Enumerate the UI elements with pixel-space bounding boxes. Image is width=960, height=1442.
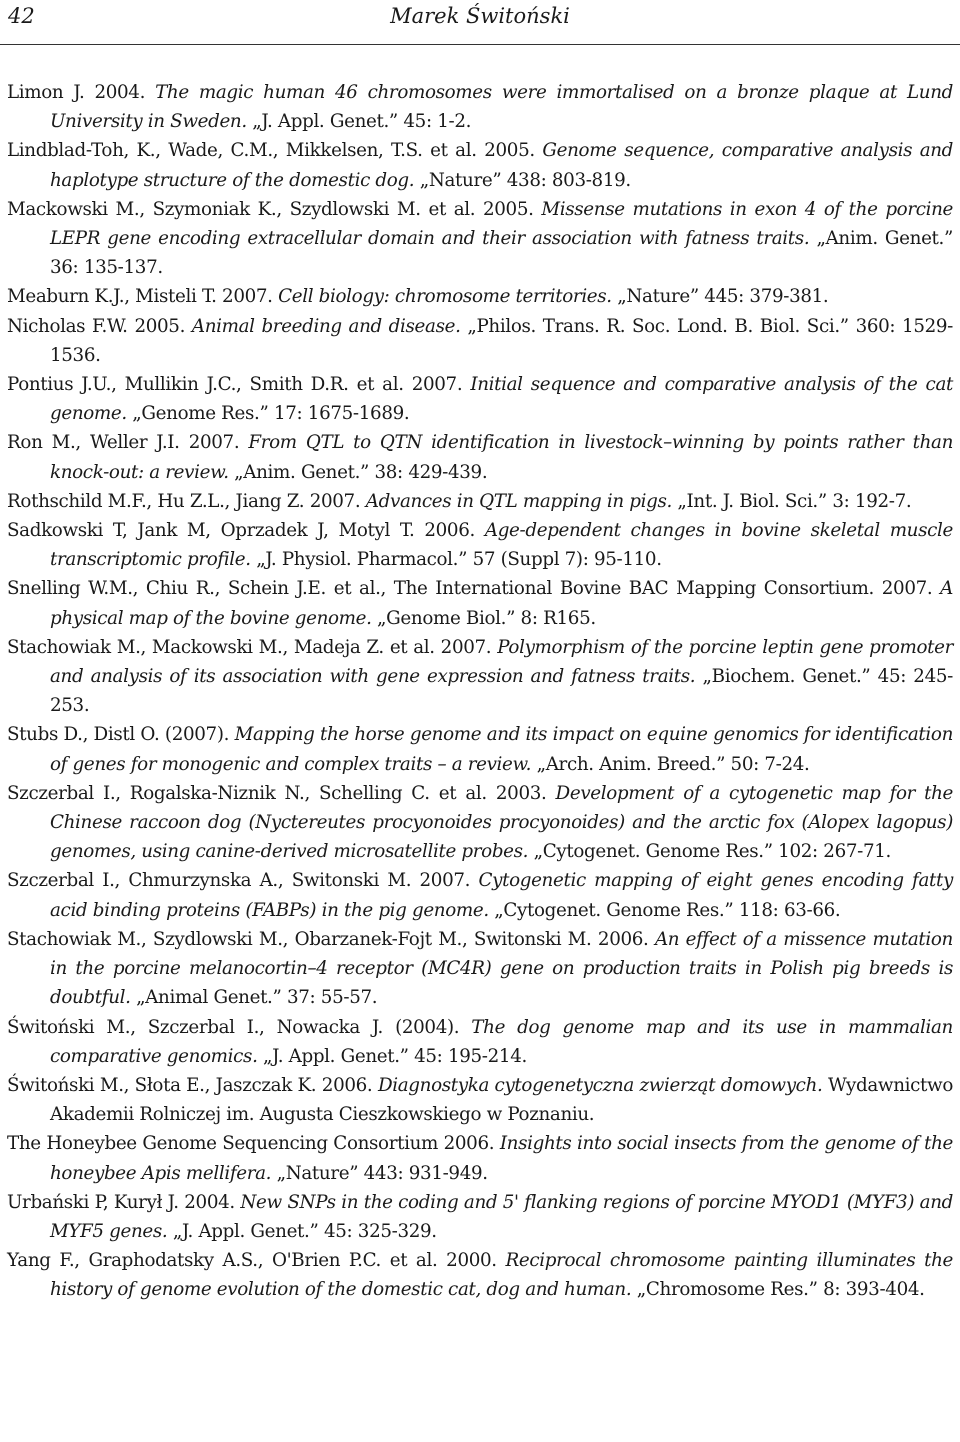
reference-source: „Genome Res.” 17: 1675-1689. [132,403,410,425]
reference-source: „Anim. Genet.” 36: 135-137. [50,228,953,279]
reference-authors: Meaburn K.J., Misteli T. 2007. [7,286,273,308]
reference-title: Reciprocal chromosome painting illuminates the history of genome evolution of the domestic cat, dog and human. [50,1250,954,1301]
reference-entry [7,428,953,486]
reference-entry [7,1071,953,1129]
reference-authors: Lindblad-Toh, K., Wade, C.M., Mikkelsen, T.S. et al. 2005. [7,140,535,162]
reference-title: Polymorphism of the porcine leptin gene promoter and analysis of its association with gene expression and fatness traits. [50,636,953,688]
reference-authors: The Honeybee Genome Sequencing Consortium 2006. [7,1133,495,1155]
reference-title: A physical map of the bovine genome. [50,578,953,629]
reference-entry [7,312,953,370]
reference-entry [7,487,953,516]
reference-entry [7,78,953,136]
reference-source: Wydawnictwo Akademii Rolniczej im. Augusta Cieszkowskiego w Poznaniu. [50,1074,953,1126]
reference-entry [7,779,953,867]
reference-source: „Nature” 443: 931-949. [276,1162,488,1184]
reference-title: Genome sequence, comparative analysis and haplotype structure of the domestic dog. [50,140,954,191]
reference-list [7,78,953,1305]
reference-source: „Arch. Anim. Breed.” 50: 7-24. [536,753,810,775]
reference-source: „Cytogenet. Genome Res.” 102: 267-71. [533,841,891,863]
reference-entry [7,866,953,924]
reference-title: Animal breeding and disease. [191,315,461,337]
reference-authors: Mackowski M., Szymoniak K., Szydlowski M. et al. 2005. [7,198,534,220]
page-number: 42 [8,4,35,28]
reference-source: „Chromosome Res.” 8: 393-404. [636,1279,925,1301]
reference-entry [7,925,953,1013]
reference-title: An effect of a missence mutation in the porcine melanocortin–4 receptor (MC4R) gene on production traits in Polish pig breeds is doubtful. [50,928,953,1009]
reference-source: „Nature” 438: 803-819. [419,169,631,191]
page-header [0,0,960,45]
reference-authors: Nicholas F.W. 2005. [7,315,186,337]
reference-title: New SNPs in the coding and 5' flanking regions of porcine MYOD1 (MYF3) and MYF5 genes. [50,1191,953,1242]
reference-entry [7,1013,953,1071]
reference-title: Missense mutations in exon 4 of the porcine LEPR gene encoding extracellular domain and their association with fatness traits. [50,198,953,250]
reference-source: „J. Appl. Genet.” 45: 195-214. [263,1045,527,1067]
reference-title: Cell biology: chromosome territories. [278,286,612,308]
reference-authors: Ron M., Weller J.I. 2007. [7,432,240,454]
reference-title: Diagnostyka cytogenetyczna zwierząt domowych. [377,1074,823,1096]
reference-source: „J. Appl. Genet.” 45: 1-2. [252,111,472,133]
reference-source: „Philos. Trans. R. Soc. Lond. B. Biol. Sci.” 360: 1529-1536. [50,315,953,366]
reference-title: Mapping the horse genome and its impact on equine genomics for identification of genes for monogenic and complex traits – a review. [50,724,953,775]
reference-entry [7,720,953,778]
reference-entry [7,574,953,632]
reference-source: „J. Physiol. Pharmacol.” 57 (Suppl 7): 95-110. [256,549,662,571]
reference-authors: Stachowiak M., Mackowski M., Madeja Z. et al. 2007. [7,636,492,658]
reference-authors: Rothschild M.F., Hu Z.L., Jiang Z. 2007. [7,490,361,512]
reference-title: Age-dependent changes in bovine skeletal muscle transcriptomic profile. [50,520,953,571]
reference-authors: Szczerbal I., Chmurzynska A., Switonski M. 2007. [7,870,471,892]
reference-authors: Stachowiak M., Szydlowski M., Obarzanek-Fojt M., Switonski M. 2006. [7,928,649,950]
reference-authors: Szczerbal I., Rogalska-Niznik N., Schelling C. et al. 2003. [7,782,547,804]
reference-authors: Snelling W.M., Chiu R., Schein J.E. et al., The International Bovine BAC Mapping Consortium. 2007. [7,578,933,600]
reference-entry [7,1246,953,1304]
reference-authors: Świtoński M., Szczerbal I., Nowacka J. (2004). [7,1016,460,1038]
reference-source: „Int. J. Biol. Sci.” 3: 192-7. [677,490,912,512]
reference-title: The magic human 46 chromosomes were immortalised on a bronze plaque at Lund University in Sweden. [50,82,953,133]
reference-title: Advances in QTL mapping in pigs. [365,490,672,512]
reference-authors: Świtoński M., Słota E., Jaszczak K. 2006. [7,1074,373,1096]
reference-authors: Sadkowski T, Jank M, Oprzadek J, Motyl T. 2006. [7,520,475,542]
reference-entry [7,1188,953,1246]
reference-title: Cytogenetic mapping of eight genes encoding fatty acid binding proteins (FABPs) in the pig genome. [50,870,953,921]
reference-entry [7,516,953,574]
reference-authors: Yang F., Graphodatsky A.S., O'Brien P.C. et al. 2000. [7,1250,497,1272]
reference-source: „Nature” 445: 379-381. [617,286,829,308]
reference-entry [7,370,953,428]
reference-entry [7,136,953,194]
reference-source: „Genome Biol.” 8: R165. [377,607,596,629]
reference-title: Development of a cytogenetic map for the Chinese raccoon dog (Nyctereutes procyonoides procyonoides) and the arctic fox (Alopex lagopus) genomes, using canine-derived microsatellite probes. [50,782,953,863]
reference-title: The dog genome map and its use in mammalian comparative genomics. [50,1016,953,1067]
reference-source: „Animal Genet.” 37: 55-57. [136,987,378,1009]
reference-source: „Biochem. Genet.” 45: 245-253. [50,666,953,717]
reference-title: Initial sequence and comparative analysis of the cat genome. [50,374,953,425]
reference-entry [7,195,953,283]
reference-title: From QTL to QTN identification in livestock–winning by points rather than knock-out: a review. [50,432,953,483]
reference-authors: Stubs D., Distl O. (2007). [7,724,230,746]
reference-source: „Anim. Genet.” 38: 429-439. [234,461,488,483]
reference-authors: Pontius J.U., Mullikin J.C., Smith D.R. et al. 2007. [7,374,463,396]
reference-entry [7,1129,953,1187]
reference-entry [7,633,953,721]
reference-authors: Limon J. 2004. [7,82,146,103]
reference-title: Insights into social insects from the genome of the honeybee Apis mellifera. [50,1133,953,1184]
reference-entry [7,282,953,311]
reference-source: „J. Appl. Genet.” 45: 325-329. [172,1220,437,1242]
running-head: Marek Świtoński [390,4,570,28]
reference-source: „Cytogenet. Genome Res.” 118: 63-66. [494,899,841,921]
reference-authors: Urbański P, Kurył J. 2004. [7,1191,235,1213]
